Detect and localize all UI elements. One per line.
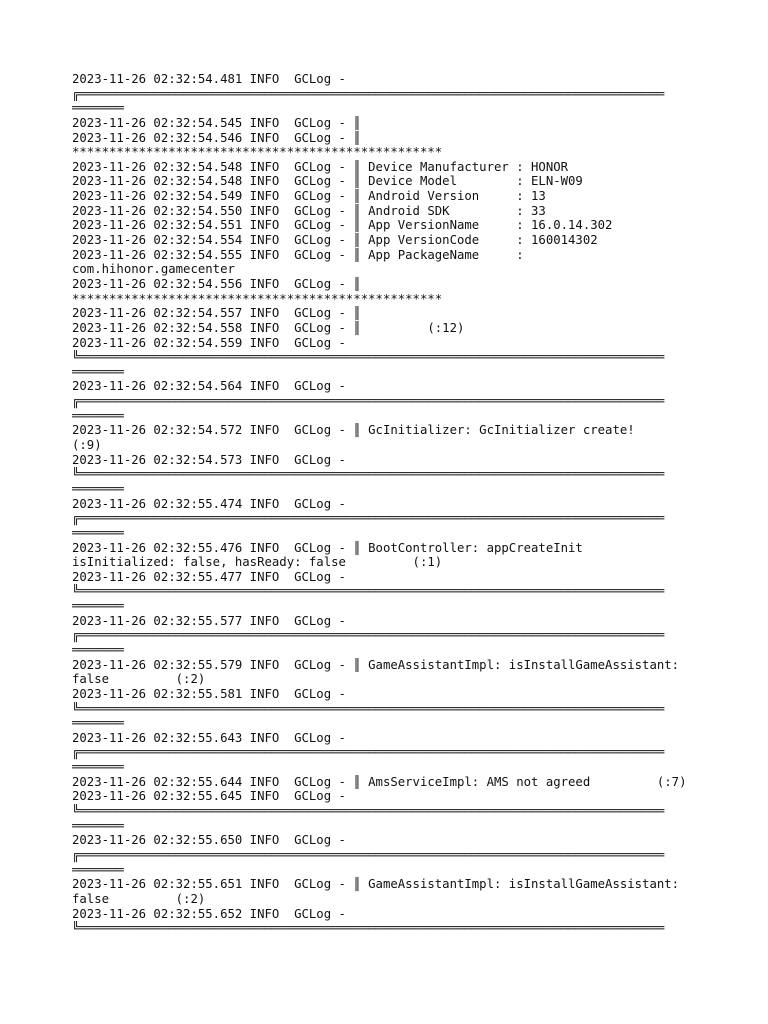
log-line: false (:2) (72, 672, 206, 687)
log-line: 2023-11-26 02:32:54.554 INFO GCLog - ║ App VersionCode : 160014302 (72, 233, 598, 248)
log-line: ═══════ (72, 481, 124, 496)
log-line: 2023-11-26 02:32:54.556 INFO GCLog - ║ (72, 276, 361, 291)
log-line: 2023-11-26 02:32:55.581 INFO GCLog - (72, 686, 346, 701)
log-line: 2023-11-26 02:32:54.572 INFO GCLog - ║ GcInitializer: GcInitializer create! (72, 423, 635, 438)
log-line: ═══════ (72, 862, 124, 877)
log-line: ═══════ (72, 760, 124, 775)
log-line: 2023-11-26 02:32:54.564 INFO GCLog - (72, 379, 346, 394)
log-line: isInitialized: false, hasReady: false (:1) (72, 555, 443, 570)
log-line: 2023-11-26 02:32:55.652 INFO GCLog - (72, 906, 346, 921)
log-line: 2023-11-26 02:32:54.546 INFO GCLog - ║ (72, 130, 361, 145)
log-line: ╚═══════════════════════════════════════════════════════════════════════════════ (72, 584, 665, 599)
log-line: false (:2) (72, 891, 206, 906)
log-line: ************************************************** (72, 291, 443, 306)
log-line: 2023-11-26 02:32:54.550 INFO GCLog - ║ Android SDK : 33 (72, 203, 546, 218)
log-line: ═══════ (72, 642, 124, 657)
log-line: ╚═══════════════════════════════════════════════════════════════════════════════ (72, 804, 665, 819)
log-line: ═══════ (72, 101, 124, 116)
log-line: ╚═══════════════════════════════════════════════════════════════════════════════ (72, 467, 665, 482)
log-line: ═══════ (72, 408, 124, 423)
log-line: ************************************************** (72, 145, 443, 160)
log-line: ═══════ (72, 599, 124, 614)
log-line: 2023-11-26 02:32:54.548 INFO GCLog - ║ Device Model : ELN-W09 (72, 174, 583, 189)
log-line: ╔═══════════════════════════════════════════════════════════════════════════════ (72, 847, 665, 862)
log-line: 2023-11-26 02:32:54.557 INFO GCLog - ║ (72, 306, 361, 321)
log-line: ╚═══════════════════════════════════════════════════════════════════════════════ (72, 921, 665, 936)
log-line: 2023-11-26 02:32:54.558 INFO GCLog - ║ (:12) (72, 320, 465, 335)
log-line: ═══════ (72, 364, 124, 379)
log-line: 2023-11-26 02:32:55.650 INFO GCLog - (72, 833, 346, 848)
log-line: ╔═══════════════════════════════════════════════════════════════════════════════ (72, 628, 665, 643)
log-line: ╔═══════════════════════════════════════════════════════════════════════════════ (72, 511, 665, 526)
log-line: ═══════ (72, 525, 124, 540)
log-line: 2023-11-26 02:32:55.643 INFO GCLog - (72, 730, 346, 745)
log-line: 2023-11-26 02:32:54.551 INFO GCLog - ║ App VersionName : 16.0.14.302 (72, 218, 613, 233)
log-line: 2023-11-26 02:32:55.476 INFO GCLog - ║ BootController: appCreateInit (72, 540, 583, 555)
log-line: 2023-11-26 02:32:54.573 INFO GCLog - (72, 452, 346, 467)
log-line: ═══════ (72, 716, 124, 731)
log-line: ╚═══════════════════════════════════════════════════════════════════════════════ (72, 701, 665, 716)
log-line: ╔═══════════════════════════════════════════════════════════════════════════════ (72, 394, 665, 409)
log-line: 2023-11-26 02:32:55.645 INFO GCLog - (72, 789, 346, 804)
log-line: 2023-11-26 02:32:55.474 INFO GCLog - (72, 496, 346, 511)
log-line: 2023-11-26 02:32:55.579 INFO GCLog - ║ GameAssistantImpl: isInstallGameAssistant: (72, 657, 680, 672)
log-line: ═══════ (72, 818, 124, 833)
log-line: 2023-11-26 02:32:54.559 INFO GCLog - (72, 335, 346, 350)
log-line: 2023-11-26 02:32:55.477 INFO GCLog - (72, 569, 346, 584)
log-line: ╔═══════════════════════════════════════════════════════════════════════════════ (72, 86, 665, 101)
log-line: com.hihonor.gamecenter (72, 262, 235, 277)
log-line: 2023-11-26 02:32:54.555 INFO GCLog - ║ App PackageName : (72, 247, 524, 262)
log-line: ╚═══════════════════════════════════════════════════════════════════════════════ (72, 350, 665, 365)
log-line: 2023-11-26 02:32:54.545 INFO GCLog - ║ (72, 115, 361, 130)
log-line: ╔═══════════════════════════════════════════════════════════════════════════════ (72, 745, 665, 760)
log-line: 2023-11-26 02:32:55.577 INFO GCLog - (72, 613, 346, 628)
log-line: 2023-11-26 02:32:54.548 INFO GCLog - ║ Device Manufacturer : HONOR (72, 159, 569, 174)
log-document (72, 72, 712, 936)
log-line: 2023-11-26 02:32:54.481 INFO GCLog - (72, 72, 346, 86)
log-line: 2023-11-26 02:32:55.651 INFO GCLog - ║ GameAssistantImpl: isInstallGameAssistant: (72, 877, 680, 892)
log-line: 2023-11-26 02:32:55.644 INFO GCLog - ║ AmsServiceImpl: AMS not agreed (:7) (72, 774, 687, 789)
log-line: 2023-11-26 02:32:54.549 INFO GCLog - ║ Android Version : 13 (72, 189, 546, 204)
log-line: (:9) (72, 438, 102, 453)
